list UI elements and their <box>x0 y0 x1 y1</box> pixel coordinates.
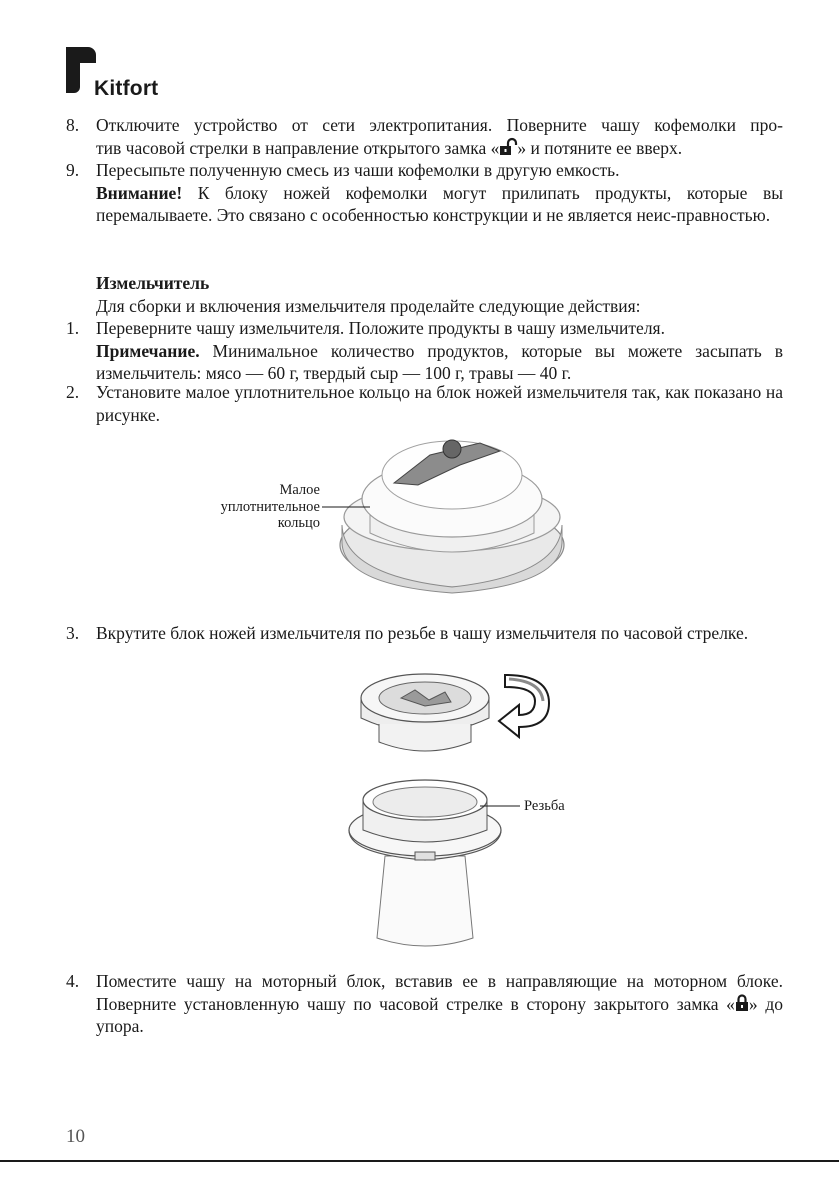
label-line: уплотнительное <box>220 498 320 515</box>
step-8 <box>66 114 783 159</box>
blade-unit-top-illustration <box>355 668 495 758</box>
warning-label: Внимание! <box>96 182 183 203</box>
step-1-note <box>96 340 783 385</box>
step-4 <box>66 970 783 1038</box>
lock-closed-icon <box>735 994 749 1012</box>
step-2 <box>66 381 783 426</box>
step-4-text-a: Поместите чашу на моторный блок, вставив ее в направляющие на моторном блоке. Поверните установленную чашу по часовой стрелке в сторону закрытого замка « <box>96 971 783 1014</box>
thread-leader-line <box>480 804 520 808</box>
step-number: 3. <box>66 623 80 643</box>
thread-label: Резьба <box>524 798 565 814</box>
step-8-text-a: тив часовой стрелки в направление открытого замка « <box>96 137 500 158</box>
step-8-line-1: Отключите устройство от сети электропитания. Поверните чашу кофемолки про- <box>96 115 783 135</box>
note-text: Минимальное количество продуктов, которые вы можете засыпать в измельчитель: мясо — 60 г, твердый сыр — 100 г, травы — 40 г. <box>96 340 783 384</box>
kitfort-logo-mark-icon <box>66 47 96 93</box>
step-9-warning <box>96 182 783 227</box>
step-number: 4. <box>66 971 80 991</box>
rotate-arrow-icon <box>497 669 555 741</box>
section-title: Измельчитель <box>96 273 210 293</box>
step-number: 1. <box>66 318 80 338</box>
label-line: Малое <box>279 482 320 498</box>
sealing-ring-label <box>190 482 320 532</box>
step-number: 9. <box>66 160 80 180</box>
section-intro: Для сборки и включения измельчителя проделайте следующие действия: <box>96 295 641 316</box>
step-1 <box>66 317 783 385</box>
note-label: Примечание. <box>96 340 200 361</box>
footer-rule <box>0 1160 839 1162</box>
step-3-text: Вкрутите блок ножей измельчителя по резьбе в чашу измельчителя по часовой стрелке. <box>96 623 749 643</box>
step-9 <box>66 159 783 227</box>
step-4-text-b: » до упора. <box>96 993 783 1037</box>
step-1-text: Переверните чашу измельчителя. Положите продукты в чашу измельчителя. <box>96 318 665 338</box>
warning-text: К блоку ножей кофемолки могут прилипать продукты, которые вы перемалываете. Это связано с особенностью конструкции и не является неис-правностью. <box>96 182 783 226</box>
step-9-text: Пересыпьте полученную смесь из чаши кофемолки в другую емкость. <box>96 160 620 180</box>
brand-name: Kitfort <box>94 77 159 100</box>
label-line: кольцо <box>277 515 320 531</box>
step-number: 2. <box>66 382 80 402</box>
step-8-line-2 <box>96 137 783 160</box>
sealing-ring-leader-line <box>322 505 370 509</box>
step-4-text <box>96 970 783 1038</box>
section-chopper <box>66 272 783 317</box>
step-2-text: Установите малое уплотнительное кольцо на блок ножей измельчителя так, как показано на рисунке. <box>96 382 783 425</box>
page-number: 10 <box>66 1126 85 1147</box>
lock-open-icon <box>499 138 517 156</box>
step-number: 8. <box>66 115 80 135</box>
blade-unit-illustration <box>330 425 575 595</box>
step-3 <box>66 622 783 645</box>
step-8-text-b: » и потяните ее вверх. <box>517 137 683 158</box>
